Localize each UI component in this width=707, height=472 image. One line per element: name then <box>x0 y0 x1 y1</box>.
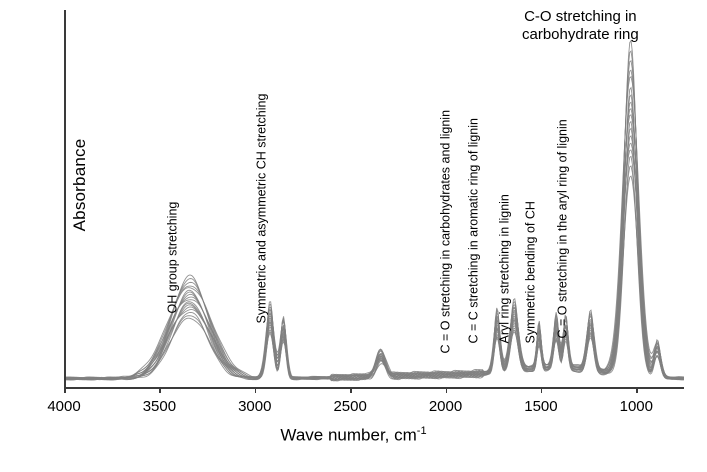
x-axis-line <box>64 387 684 389</box>
annotation-oh-group-stretching: OH group stretching <box>165 201 180 314</box>
annotation-co-aryl-ring-lignin: C = O stretching in the aryl ring of lignin <box>555 119 570 339</box>
y-axis-line <box>64 10 66 388</box>
spectrum-line <box>64 128 684 380</box>
x-tick <box>446 387 448 393</box>
x-axis-label <box>0 425 707 446</box>
x-tick-label: 1500 <box>524 398 558 415</box>
x-axis-label-text: Wave number, cm <box>280 425 417 445</box>
x-tick-label: 3000 <box>238 398 272 415</box>
x-tick-label: 3500 <box>142 398 177 415</box>
x-tick-label: 2000 <box>428 398 463 415</box>
annotation-symmetric-bending-ch: Symmetric bending of CH <box>523 201 538 344</box>
x-tick <box>350 387 352 393</box>
x-tick <box>159 387 161 393</box>
x-tick-label: 1000 <box>619 398 653 415</box>
x-axis-label-exponent: -1 <box>416 425 427 437</box>
annotation-ch-stretching: Symmetric and asymmetric CH stretching <box>254 93 269 324</box>
annotation-cc-aromatic-ring: C = C stretching in aromatic ring of lignin <box>466 118 481 344</box>
x-tick <box>255 387 257 393</box>
spectrum-line <box>64 136 684 380</box>
x-tick-label: 4000 <box>47 398 81 415</box>
spectrum-line <box>64 143 684 380</box>
y-axis-label: Absorbance <box>70 138 89 232</box>
annotation-line-1: C-O stretching in <box>524 8 637 25</box>
annotation-aryl-ring-stretching: Aryl ring stretching in lignin <box>497 194 512 344</box>
x-tick <box>636 387 638 393</box>
spectra-lines <box>64 10 684 388</box>
spectrum-line <box>64 122 684 381</box>
x-tick <box>541 387 543 393</box>
plot-area <box>47 10 684 415</box>
annotation-co-carbohydrates-lignin: C = O stretching in carbohydrates and lignin <box>438 109 453 354</box>
spectrum-line <box>64 115 684 380</box>
x-tick-label: 2500 <box>333 398 367 415</box>
x-tick <box>64 387 66 393</box>
annotation-co-stretching-carbohydrate <box>522 8 639 44</box>
annotation-line-2: carbohydrate ring <box>522 26 639 43</box>
